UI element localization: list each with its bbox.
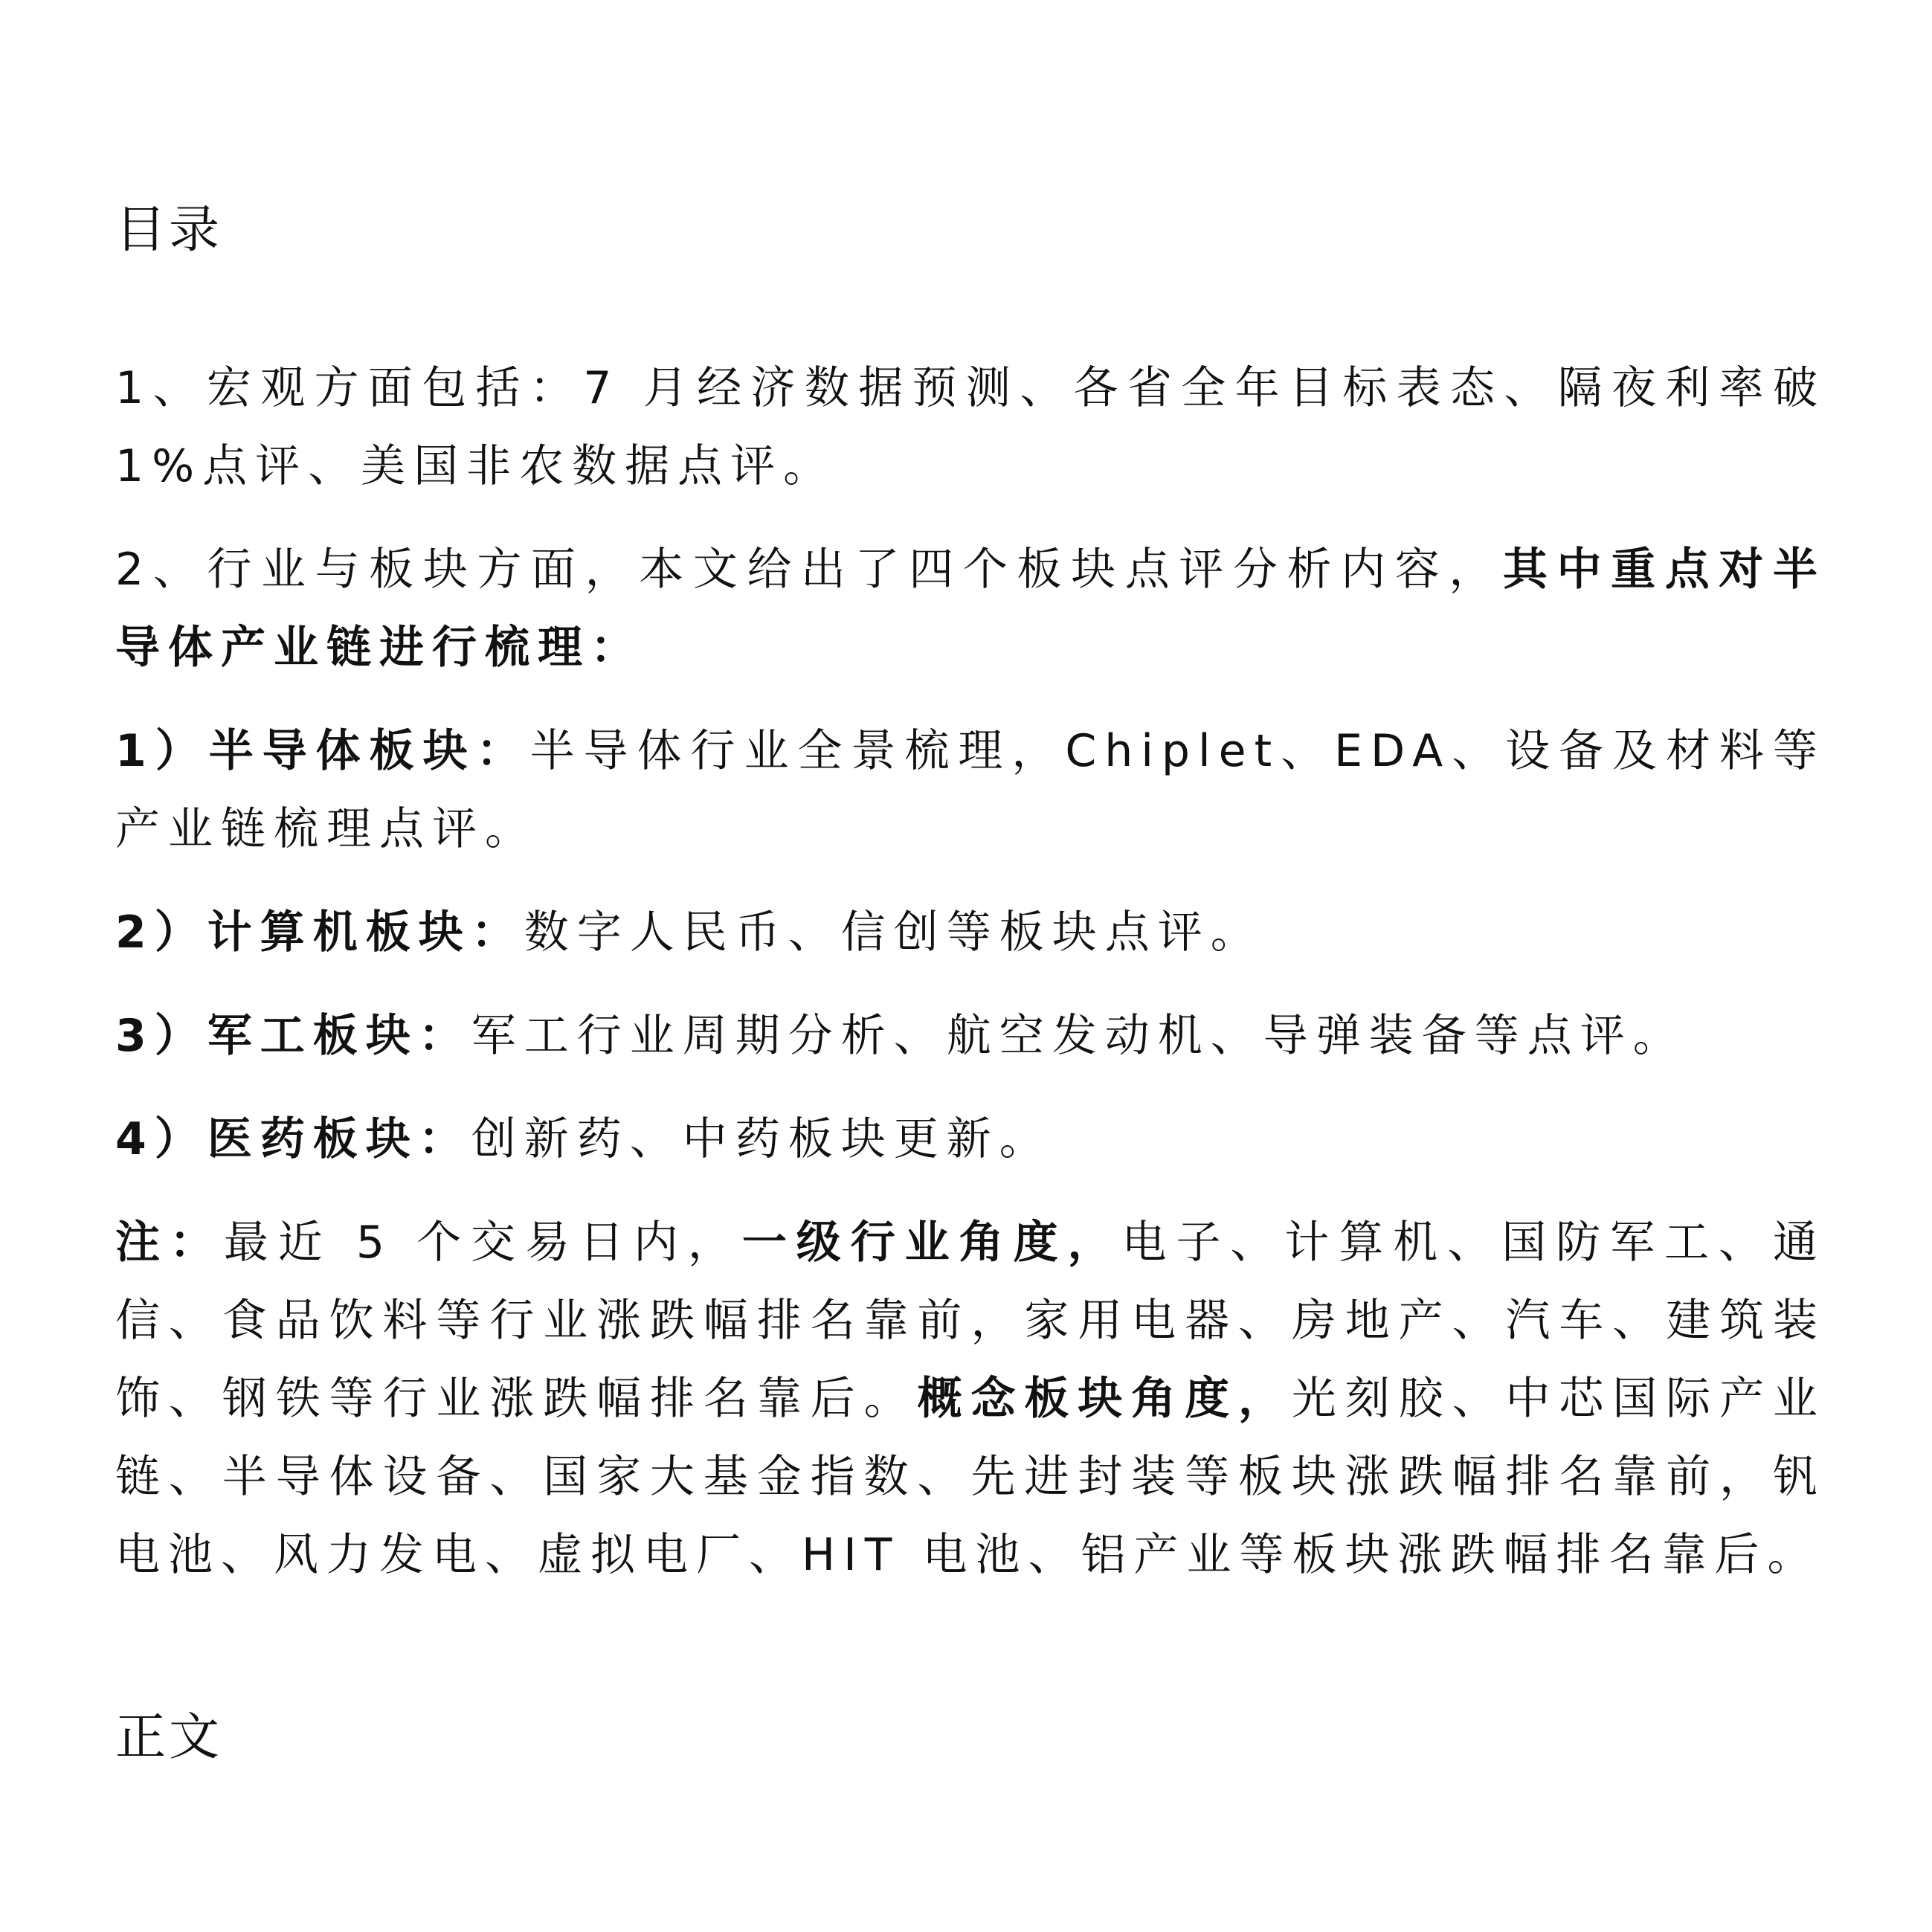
note-emphasis-2: 概念板块角度， [917, 1373, 1292, 1425]
paragraph-semiconductor [115, 712, 1826, 869]
macro-text: 1、宏观方面包括：7 月经济数据预测、各省全年目标表态、隔夜利率破 1%点评、美国非农数据点评。 [115, 362, 1826, 492]
computer-label: 2）计算机板块： [115, 907, 524, 959]
toc-heading: 目录 [115, 201, 223, 260]
industry-text: 2、行业与板块方面，本文给出了四个板块点评分析内容， [115, 544, 1503, 596]
military-label: 3）军工板块： [115, 1010, 471, 1062]
body-heading: 正文 [115, 1708, 223, 1767]
paragraph-medicine [115, 1101, 1826, 1179]
toc-content [115, 350, 1826, 1620]
paragraph-military [115, 997, 1826, 1075]
paragraph-note [115, 1204, 1826, 1594]
note-label: 注： [115, 1217, 224, 1269]
computer-text: 数字人民币、信创等板块点评。 [524, 907, 1263, 959]
semiconductor-text: 半导体行业全景梳理，Chiplet、EDA、设备及材料等产业链梳理点评。 [115, 725, 1826, 855]
note-text-1: 最近 5 个交易日内， [223, 1217, 742, 1269]
note-emphasis-1: 一级行业角度， [741, 1217, 1122, 1269]
paragraph-macro [115, 350, 1826, 506]
paragraph-industry [115, 531, 1826, 687]
note-text-3: 光刻胶、中芯国际产业链、半导体设备、国家大基金指数、先进封装等板块涨跌幅排名靠前，钒电池、风力发电、虚拟电厂、HIT 电池、铝产业等板块涨跌幅排名靠后。 [115, 1373, 1826, 1581]
semiconductor-label: 1）半导体板块： [115, 725, 530, 777]
medicine-label: 4）医药板块： [115, 1113, 471, 1165]
industry-emphasis: 其中重点对半导体产业链进行梳理： [115, 544, 1826, 674]
military-text: 军工行业周期分析、航空发动机、导弹装备等点评。 [471, 1010, 1686, 1062]
paragraph-computer [115, 894, 1826, 972]
medicine-text: 创新药、中药板块更新。 [471, 1113, 1052, 1165]
note-text-2: 电子、计算机、国防军工、通信、食品饮料等行业涨跌幅排名靠前，家用电器、房地产、汽车、建筑装饰、钢铁等行业涨跌幅排名靠后。 [115, 1217, 1826, 1425]
